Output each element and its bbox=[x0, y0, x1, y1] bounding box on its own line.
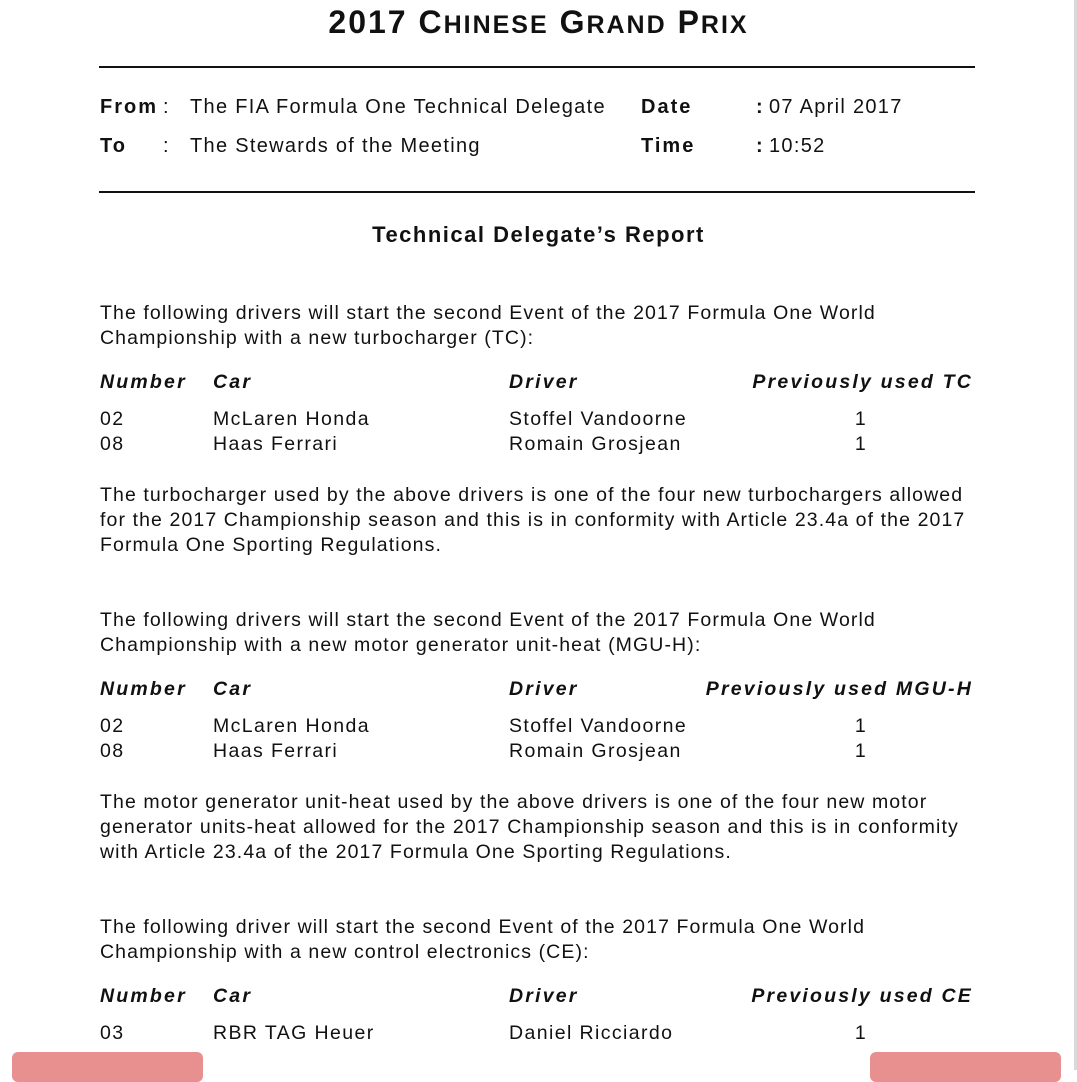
table-cell-car: RBR TAG Heuer bbox=[213, 1022, 375, 1044]
column-header: Car bbox=[213, 371, 253, 393]
table-cell-used: 1 bbox=[854, 1022, 868, 1044]
column-header: Number bbox=[100, 371, 187, 393]
column-header: Driver bbox=[509, 678, 579, 700]
date-label: Date bbox=[641, 96, 693, 118]
to-value: The Stewards of the Meeting bbox=[190, 135, 481, 157]
document-title: 2017 CHINESE GRAND PRIX bbox=[328, 4, 749, 40]
table-cell-car: McLaren Honda bbox=[213, 408, 370, 430]
to-label: To bbox=[100, 135, 127, 157]
date-colon: : bbox=[756, 96, 765, 118]
column-header: Previously used MGU-H bbox=[705, 678, 973, 700]
table-cell-driver: Daniel Ricciardo bbox=[509, 1022, 674, 1044]
next-page-button[interactable] bbox=[870, 1052, 1061, 1082]
table-cell-driver: Stoffel Vandoorne bbox=[509, 408, 688, 430]
column-header: Driver bbox=[509, 371, 579, 393]
from-label: From bbox=[100, 96, 158, 118]
time-value: 10:52 bbox=[769, 135, 826, 157]
header-divider bbox=[99, 191, 975, 193]
date-value: 07 April 2017 bbox=[769, 96, 903, 118]
table-cell-car: Haas Ferrari bbox=[213, 740, 339, 762]
table-cell-number: 08 bbox=[100, 433, 125, 455]
table-cell-car: McLaren Honda bbox=[213, 715, 370, 737]
section-intro: The following drivers will start the second Event of the 2017 Formula One World Championship with a new motor generator unit-heat (MGU-H): bbox=[100, 609, 876, 656]
section-intro: The following drivers will start the second Event of the 2017 Formula One World Championship with a new turbocharger (TC): bbox=[100, 302, 876, 349]
table-cell-number: 02 bbox=[100, 715, 125, 737]
table-cell-number: 02 bbox=[100, 408, 125, 430]
table-cell-used: 1 bbox=[854, 433, 868, 455]
table-cell-driver: Stoffel Vandoorne bbox=[509, 715, 688, 737]
table-cell-number: 08 bbox=[100, 740, 125, 762]
column-header: Number bbox=[100, 678, 187, 700]
column-header: Car bbox=[213, 678, 253, 700]
table-cell-used: 1 bbox=[854, 715, 868, 737]
table-cell-car: Haas Ferrari bbox=[213, 433, 339, 455]
from-colon: : bbox=[163, 96, 170, 118]
table-cell-used: 1 bbox=[854, 408, 868, 430]
column-header: Previously used CE bbox=[751, 985, 973, 1007]
time-colon: : bbox=[756, 135, 765, 157]
column-header: Number bbox=[100, 985, 187, 1007]
section-note: The motor generator unit-heat used by the above drivers is one of the four new motor generator units-heat allowed for the 2017 Championship season and this is in conformity with Article 23.4a of the 2017 Formula One Sporting Regulations. bbox=[100, 791, 959, 863]
column-header: Previously used TC bbox=[752, 371, 973, 393]
column-header: Car bbox=[213, 985, 253, 1007]
time-label: Time bbox=[641, 135, 696, 157]
table-cell-driver: Romain Grosjean bbox=[509, 740, 682, 762]
previous-page-button[interactable] bbox=[12, 1052, 203, 1082]
to-colon: : bbox=[163, 135, 170, 157]
section-note: The turbocharger used by the above drivers is one of the four new turbochargers allowed for the 2017 Championship season and this is in conformity with Article 23.4a of the 2017 Formula One Sporting Regulations. bbox=[100, 484, 966, 556]
table-cell-used: 1 bbox=[854, 740, 868, 762]
column-header: Driver bbox=[509, 985, 579, 1007]
table-cell-driver: Romain Grosjean bbox=[509, 433, 682, 455]
top-divider bbox=[99, 66, 975, 68]
table-cell-number: 03 bbox=[100, 1022, 125, 1044]
from-value: The FIA Formula One Technical Delegate bbox=[190, 96, 606, 118]
section-intro: The following driver will start the second Event of the 2017 Formula One World Championship with a new control electronics (CE): bbox=[100, 916, 866, 963]
report-title: Technical Delegate’s Report bbox=[372, 222, 705, 247]
